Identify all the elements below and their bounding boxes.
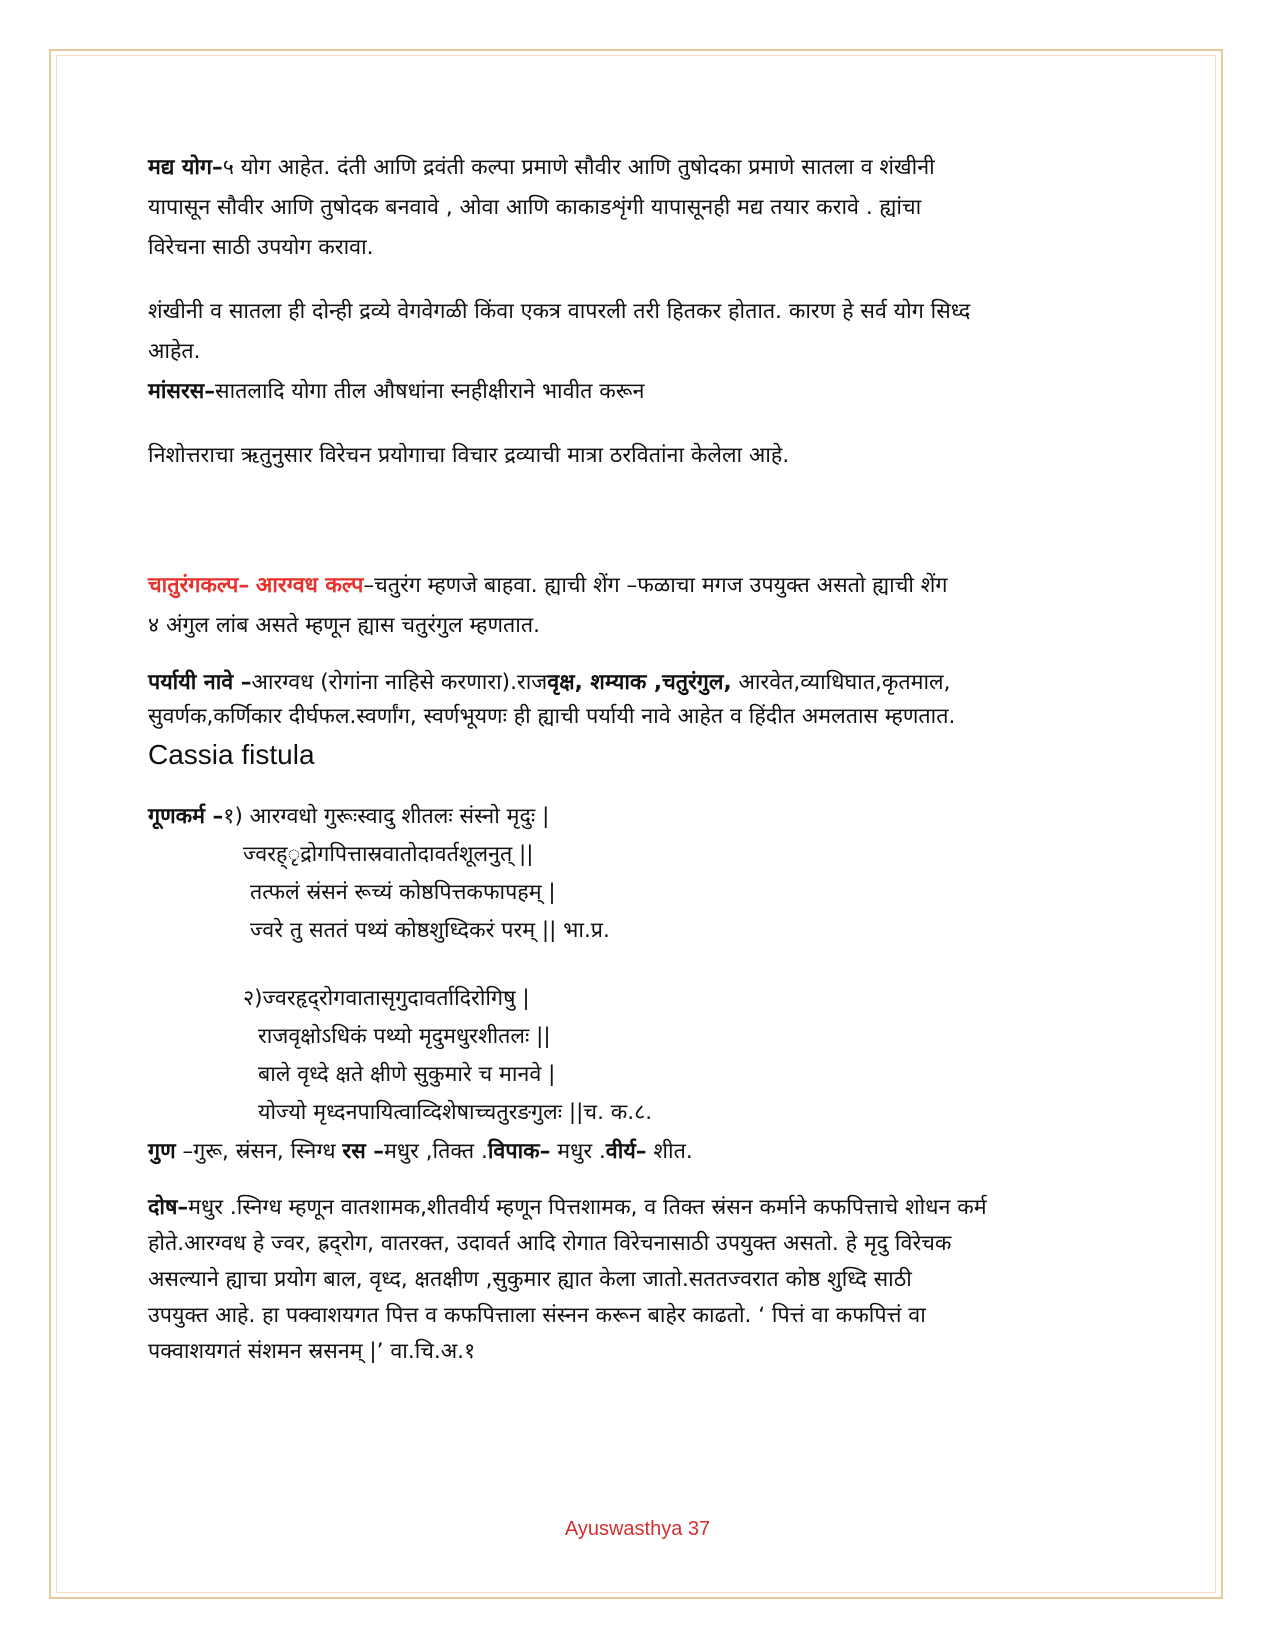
text-line: पर्यायी नावे –आरग्वध (रोगांना नाहिसे करणारा).राजवृक्ष, शम्याक ,चतुरंगुल, आरवेत,व्याधिघात,कृतमाल,: [148, 670, 951, 695]
verse-line: तत्फलं स्रंसनं रूच्यं कोष्ठपित्तकफापहम् |: [250, 880, 556, 905]
term-rasa: रस –: [342, 1139, 384, 1164]
term-virya: वीर्य–: [605, 1139, 647, 1164]
text-line: मद्य योग–५ योग आहेत. दंती आणि द्रवंती कल्पा प्रमाणे सौवीर आणि तुषोदका प्रमाणे सातला व शंखीनी: [148, 155, 935, 180]
verse-line: ज्वरे तु सततं पथ्यं कोष्ठशुध्दिकरं परम् || भा.प्र.: [250, 918, 610, 943]
text-line: आहेत.: [148, 339, 201, 364]
term-madya-yog: मद्य योग–: [148, 155, 223, 180]
paragraph-madya-yog: [148, 148, 1128, 268]
text-line: सुवर्णक,कर्णिकार दीर्घफल.स्वर्णांग, स्वर्णभूयणः ही ह्याची पर्यायी नावे आहेत व हिंदीत अमलतास म्हणतात.: [148, 704, 956, 729]
term-mamsaras: मांसरस–: [148, 379, 216, 404]
term-gunakarma: गूणकर्म –: [148, 804, 224, 829]
text-line: होते.आरग्वध हे ज्वर, ह्रद्‌रोग, वातरक्त, उदावर्त आदि रोगात विरेचनासाठी उपयुक्त असतो. हे मृदु विरेचक: [148, 1231, 952, 1256]
page-content: [148, 148, 1128, 1370]
text-line: ४ अंगुल लांब असते म्हणून ह्यास चतुरंगुल म्हणतात.: [148, 613, 540, 638]
term-guna: गुण: [148, 1139, 176, 1164]
paragraph-guna-rasa: गुण –गुरू, स्रंसन, स्निग्ध रस –मधुर ,तिक्त .विपाक– मधुर .वीर्य– शीत.: [148, 1139, 693, 1164]
text-line: यापासून सौवीर आणि तुषोदक बनवावे , ओवा आणि काकाडशृंगी यापासूनही मद्य तयार करावे . ह्यांचा: [148, 195, 922, 220]
verse-line: ज्वरह्ृद्रोगपित्तास्रवातोदावर्तशूलनुत् ||: [243, 842, 534, 867]
text-line: दोष–मधुर .स्निग्ध म्हणून वातशामक,शीतवीर्य म्हणून पित्तशामक, व तिक्त स्रंसन कर्माने कफपित्ताचे शोधन कर्म: [148, 1195, 987, 1220]
text-line: पक्वाशयगतं संशमन स्रसनम् |’ वा.चि.अ.१: [148, 1339, 476, 1364]
heading-chaturangkalpa: चातुरंगकल्प–: [148, 573, 250, 598]
verse-line: बाले वृध्दे क्षते क्षीणे सुकुमारे च मानवे |: [258, 1062, 556, 1087]
text-line: विरेचना साठी उपयोग करावा.: [148, 235, 374, 260]
paragraph-dosha: [148, 1190, 1128, 1370]
text-line: चातुरंगकल्प– आरग्वध कल्प–चतुरंग म्हणजे बाहवा. ह्याची शेंग –फळाचा मगज उपयुक्त असतो ह्याची शेंग: [148, 573, 948, 598]
text-line: शंखीनी व सातला ही दोन्ही द्रव्ये वेगवेगळी किंवा एकत्र वापरली तरी हितकर होतात. कारण हे सर्व योग सिध्द: [148, 299, 971, 324]
paragraph-gunakarma: [148, 798, 1128, 1132]
verse-line: योज्यो मृध्दनपायित्वाव्दिशेषाच्चतुरङगुलः ||च. क.८.: [258, 1100, 653, 1125]
term-dosha: दोष–: [148, 1195, 189, 1220]
paragraph-nishottara: निशोत्तराचा ऋतुनुसार विरेचन प्रयोगाचा विचार द्रव्याची मात्रा ठरवितांना केलेला आहे.: [148, 443, 790, 468]
term-vipaka: विपाक–: [487, 1139, 551, 1164]
page-footer: Ayuswasthya 37: [564, 1518, 711, 1540]
verse-line: २)ज्वरहृद्‍रोगवातासृगुदावर्तादिरोगिषु |: [243, 986, 530, 1011]
paragraph-paryayi-nave: [148, 666, 1128, 776]
heading-aragvadh-kalpa: आरग्वध कल्प: [255, 573, 364, 598]
verse-line: राजवृक्षोऽधिकं पथ्यो मृदुमधुरशीतलः ||: [258, 1024, 551, 1049]
text-line: उपयुक्त आहे. हा पक्वाशयगत पित्त व कफपित्ताला संस्नन करून बाहेर काढतो. ‘ पित्तं वा कफपित्तं वा: [148, 1303, 926, 1328]
paragraph-mamsaras: मांसरस–सातलादि योगा तील औषधांना स्नहीक्षीराने भावीत करून: [148, 379, 645, 404]
latin-name: Cassia fistula: [148, 739, 315, 770]
text-line: गूणकर्म –१) आरग्वधो गुरूःस्वादु शीतलः संस्नो मृदुः |: [148, 804, 550, 829]
paragraph-shankhini: [148, 292, 1128, 372]
text-line: असल्याने ह्याचा प्रयोग बाल, वृध्द, क्षतक्षीण ,सुकुमार ह्यात केला जातो.सततज्वरात कोष्ठ शुध्दि साठी: [148, 1267, 912, 1292]
paragraph-chaturang: [148, 566, 1128, 646]
term-paryayi-nave: पर्यायी नावे –: [148, 670, 252, 695]
